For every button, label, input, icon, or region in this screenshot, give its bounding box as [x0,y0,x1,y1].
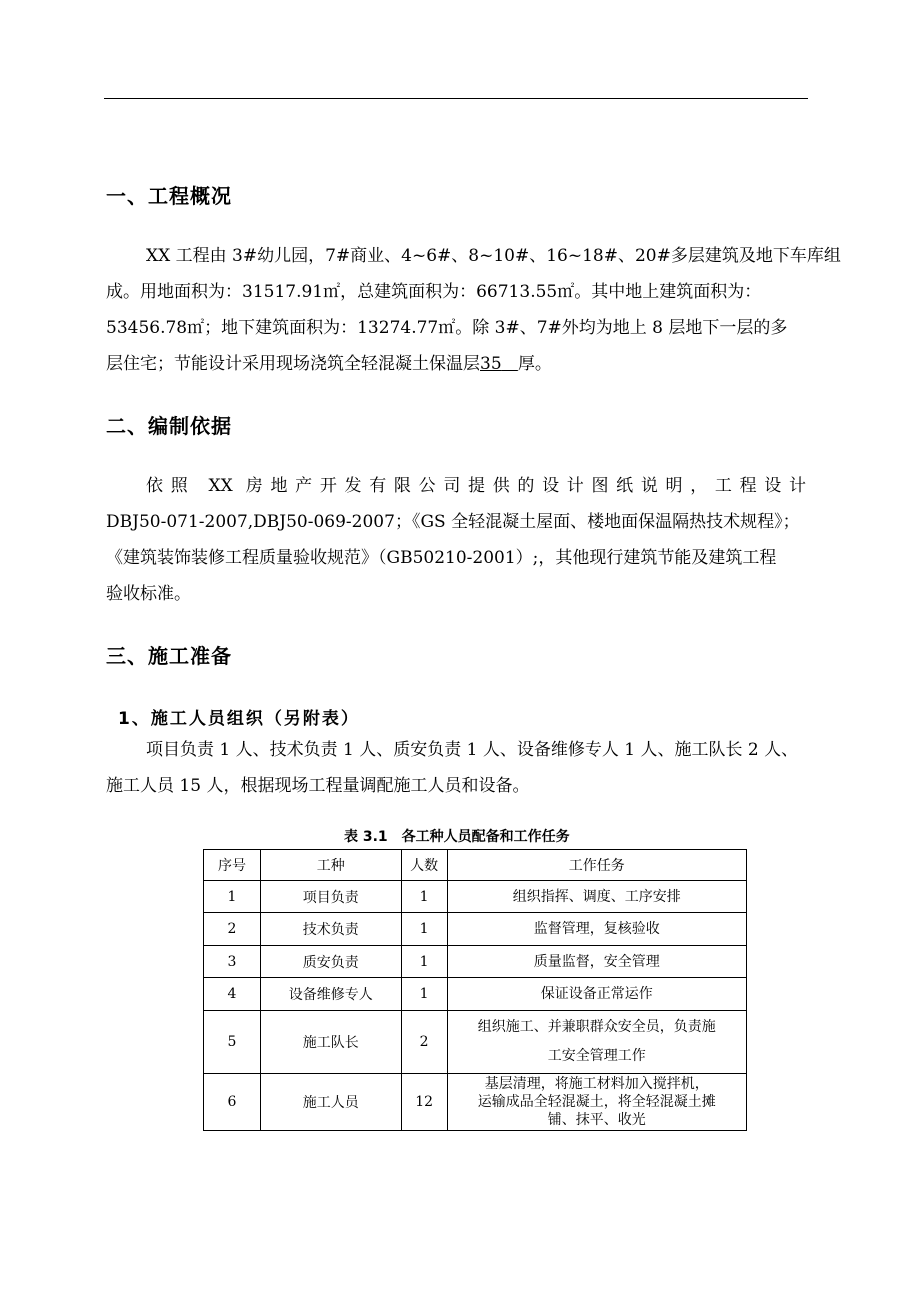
row-type: 质安负责 [260,946,401,978]
row-task: 基层清理，将施工材料加入搅拌机， 运输成品全轻混凝土，将全轻混凝土摊 铺、抹平、收光 [447,1074,746,1131]
staff-table [203,849,747,1131]
header-count: 人数 [401,850,447,881]
table-row [204,946,747,978]
row-no: 5 [204,1011,261,1074]
header-rule [104,98,808,99]
row-type: 设备维修专人 [260,978,401,1011]
row-task: 监督管理，复核验收 [447,913,746,946]
row-task: 保证设备正常运作 [447,978,746,1011]
row-count: 2 [401,1011,447,1074]
overview-paragraph [106,238,841,382]
row-count: 12 [401,1074,447,1131]
row-count: 1 [401,946,447,978]
row-task: 组织指挥、调度、工序安排 [447,881,746,913]
basis-line-4: 验收标准。 [106,584,191,604]
table-row [204,978,747,1011]
basis-paragraph [106,468,806,612]
table-row [204,1074,747,1131]
row-type: 施工人员 [260,1074,401,1131]
header-no: 序号 [204,850,261,881]
insulation-thickness: 35 [480,354,502,374]
basis-line-3: 《建筑装饰装修工程质量验收规范》（GB50210-2001）;，其他现行建筑节能及建筑工程 [106,548,777,568]
section-title-overview: 一、工程概况 [106,184,232,208]
table-header-row [204,850,747,881]
row-no: 1 [204,881,261,913]
table-row [204,881,747,913]
row-task: 质量监督，安全管理 [447,946,746,978]
row-no: 2 [204,913,261,946]
row-count: 1 [401,913,447,946]
staffing-paragraph [106,732,806,804]
staffing-heading: 1、施工人员组织（另附表） [118,709,360,729]
row-task: 组织施工、并兼职群众安全员，负责施 工安全管理工作 [447,1011,746,1074]
row-no: 6 [204,1074,261,1131]
overview-line-2: 成。用地面积为：31517.91㎡，总建筑面积为：66713.55㎡。其中地上建筑面积为： [106,282,762,302]
overview-line-4a: 层住宅；节能设计采用现场浇筑全轻混凝土保温层 [106,354,480,374]
table-row [204,913,747,946]
overview-line-4 [106,346,806,382]
row-count: 1 [401,978,447,1011]
staffing-line-1: 项目负责 1 人、技术负责 1 人、质安负责 1 人、设备维修专人 1 人、施工队长 2 人、 [146,740,799,760]
table-caption: 表 3.1 各工种人员配备和工作任务 [344,829,570,845]
section-title-basis: 二、编制依据 [106,414,232,438]
staffing-line-2: 施工人员 15 人，根据现场工程量调配施工人员和设备。 [106,776,530,796]
row-no: 3 [204,946,261,978]
row-type: 技术负责 [260,913,401,946]
overview-line-3: 53456.78㎡；地下建筑面积为：13274.77㎡。除 3#、7#外均为地上 8 层地下一层的多 [106,318,788,338]
basis-line-1: 依照 XX 房地产开发有限公司提供的设计图纸说明，工程设计 [146,476,806,496]
header-task: 工作任务 [447,850,746,881]
overview-line-1: XX 工程由 3#幼儿园，7#商业、4~6#、8~10#、16~18#、20#多层建筑及地下车库组 [146,246,841,266]
row-type: 施工队长 [260,1011,401,1074]
basis-line-2: DBJ50-071-2007,DBJ50-069-2007；《GS 全轻混凝土屋面、楼地面保温隔热技术规程》； [106,512,800,532]
table-row [204,1011,747,1074]
row-count: 1 [401,881,447,913]
header-type: 工种 [260,850,401,881]
row-type: 项目负责 [260,881,401,913]
row-no: 4 [204,978,261,1011]
section-title-preparation: 三、施工准备 [106,644,232,668]
overview-line-4b: 厚。 [517,354,552,374]
